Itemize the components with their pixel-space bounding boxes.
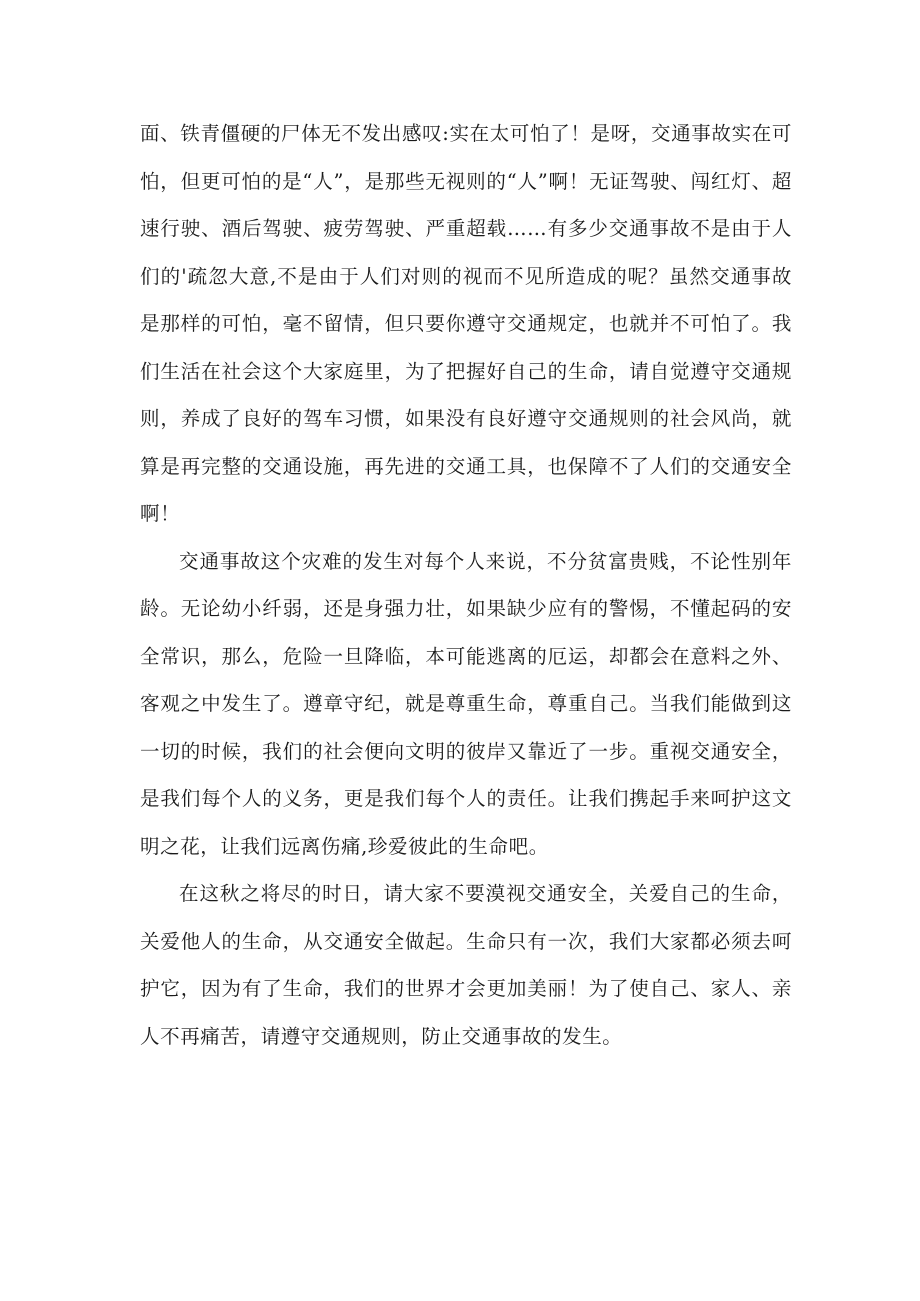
paragraph-3: 在这秋之将尽的时日，请大家不要漠视交通安全，关爱自己的生命，关爱他人的生命，从交通安全做起。生命只有一次，我们大家都必须去呵护它，因为有了生命，我们的世界才会更加美丽！为了使自己、家人、亲人不再痛苦，请遵守交通规则，防止交通事故的发生。 <box>140 882 792 1048</box>
paragraph-2: 交通事故这个灾难的发生对每个人来说，不分贫富贵贱，不论性别年龄。无论幼小纤弱，还是身强力壮，如果缺少应有的警惕，不懂起码的安全常识，那么，危险一旦降临，本可能逃离的厄运，却都会在意料之外、客观之中发生了。遵章守纪，就是尊重生命，尊重自己。当我们能做到这一切的时候，我们的社会便向文明的彼岸又靠近了一步。重视交通安全，是我们每个人的义务，更是我们每个人的责任。让我们携起手来呵护这文明之花，让我们远离伤痛,珍爱彼此的生命吧。 <box>140 549 792 858</box>
paragraph-continued: 面、铁青僵硬的尸体无不发出感叹:实在太可怕了！是呀，交通事故实在可怕，但更可怕的是“人”，是那些无视则的“人”啊！无证驾驶、闯红灯、超速行驶、酒后驾驶、疲劳驾驶、严重超载……有多少交通事故不是由于人们的'疏忽大意,不是由于人们对则的视而不见所造成的呢？虽然交通事故是那样的可怕，毫不留情，但只要你遵守交通规定，也就并不可怕了。我们生活在社会这个大家庭里，为了把握好自己的生命，请自觉遵守交通规则，养成了良好的驾车习惯，如果没有良好遵守交通规则的社会风尚，就算是再完整的交通设施，再先进的交通工具，也保障不了人们的交通安全啊！ <box>140 122 792 525</box>
document-body <box>140 110 792 1060</box>
